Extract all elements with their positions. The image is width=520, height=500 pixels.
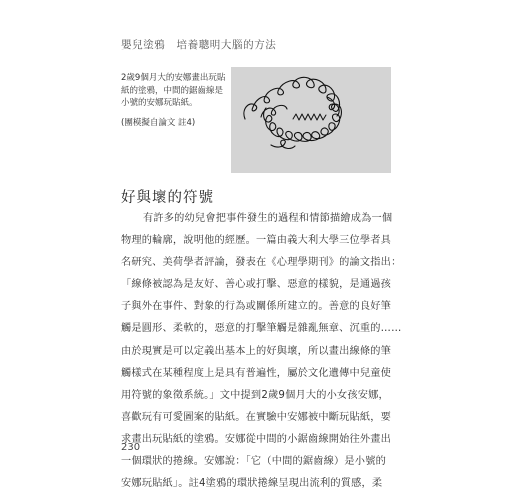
body-line: 由於現實是可以定義出基本上的好與壞，所以畫出線條的筆	[121, 345, 392, 357]
body-line: 求畫出玩貼紙的塗鴉。安娜從中間的小鋸齒線開始往外畫出	[121, 433, 392, 445]
body-line: 「線條被認為是友好、善心或打擊、惡意的樣貌，是通過孩	[121, 279, 392, 291]
body-line: 物理的輪廓，說明他的經歷。一篇由義大利大學三位學者具	[121, 235, 392, 247]
body-line: 觸樣式在某種程度上是具有普遍性，屬於文化遺傳中兒童使	[121, 367, 392, 379]
figure-caption	[121, 72, 227, 129]
body-line: 子與外在事件、對象的行為或關係所建立的。善意的良好筆	[121, 301, 392, 313]
body-line: 用符號的象徵系統。」文中提到2歲9個月大的小女孩安娜，	[121, 389, 389, 401]
body-line: 觸是圓形、柔軟的，惡意的打擊筆觸是雜亂無章、沉重的……	[121, 323, 402, 335]
figure-reference: (團模擬自論文 註4)	[121, 117, 196, 128]
section-heading: 好與壞的符號	[121, 190, 214, 206]
scribble-figure	[231, 67, 391, 173]
body-line: 名研究、美荷學者評論，發表在《心理學期刊》的論文指出：	[121, 257, 402, 269]
body-line: 有許多的幼兒會把事件發生的過程和情節描繪成為一個	[143, 213, 393, 224]
running-header: 嬰兒塗鴉 培養聰明大腦的方法	[121, 39, 277, 51]
body-line: 一個環狀的捲線。安娜說：「它（中間的鋸齒線）是小號的	[121, 456, 386, 468]
scribble-drawing	[231, 67, 391, 173]
central-zigzag	[293, 114, 326, 120]
page-number: 230	[121, 442, 141, 453]
body-text	[121, 208, 404, 495]
body-line: 安娜玩貼紙」。註4塗鴉的環狀捲線呈現出流利的質感，柔	[121, 478, 383, 490]
figure-caption-text: 2歲9個月大的安娜畫出玩貼紙的塗鴉，中間的鋸齒線是小號的安娜玩貼紙。	[121, 73, 226, 108]
scribble-outer-loops	[244, 77, 342, 141]
body-line: 喜歡玩有可愛圖案的貼紙。在實驗中安娜被中斷玩貼紙，要	[121, 411, 392, 423]
